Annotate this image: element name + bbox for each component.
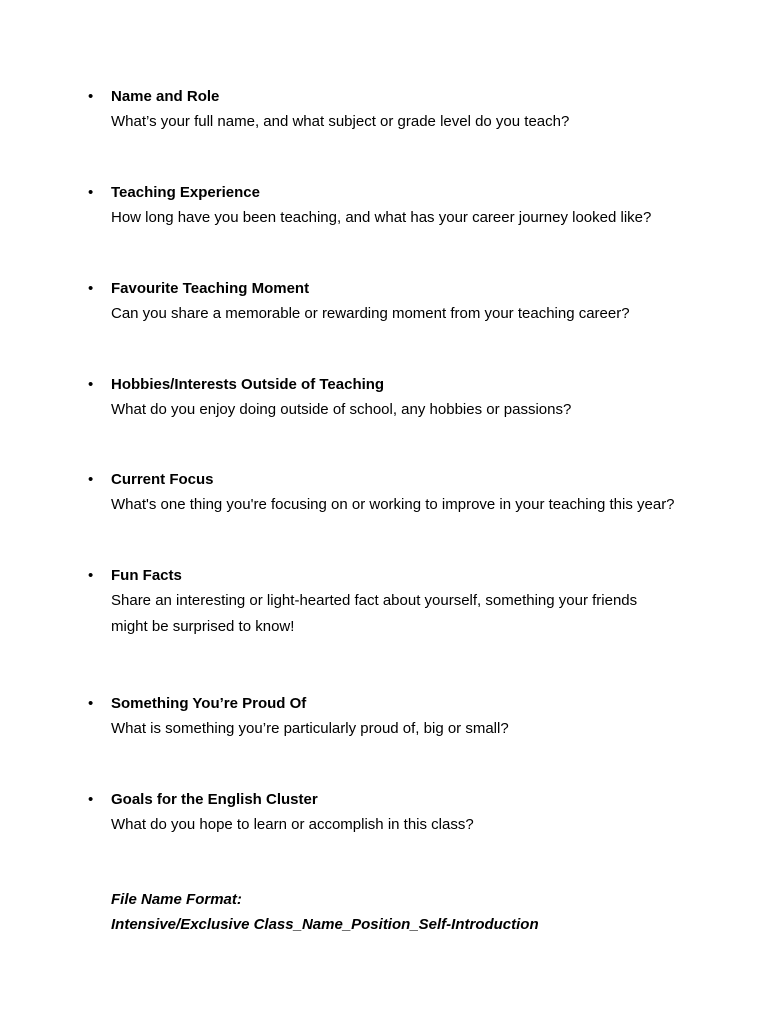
item-title: Teaching Experience <box>111 184 260 201</box>
item-title: Favourite Teaching Moment <box>111 280 310 297</box>
item-title: Something You’re Proud Of <box>111 695 307 712</box>
item-description: What's one thing you're focusing on or working to improve in your teaching this year? <box>111 496 675 513</box>
item-description: How long have you been teaching, and what has your career journey looked like? <box>111 209 652 226</box>
bullet-icon: • <box>88 88 94 105</box>
bullet-icon: • <box>88 567 94 584</box>
item-title: Hobbies/Interests Outside of Teaching <box>111 376 385 393</box>
item-description: What do you enjoy doing outside of school, any hobbies or passions? <box>111 401 572 418</box>
item-description: Can you share a memorable or rewarding moment from your teaching career? <box>111 305 630 322</box>
bullet-icon: • <box>88 184 94 201</box>
bullet-icon: • <box>88 695 94 712</box>
item-description: What is something you’re particularly proud of, big or small? <box>111 720 509 737</box>
bullet-icon: • <box>88 791 94 808</box>
item-title: Name and Role <box>111 88 220 105</box>
bullet-icon: • <box>88 280 94 297</box>
bullet-icon: • <box>88 471 94 488</box>
item-description: What’s your full name, and what subject or grade level do you teach? <box>111 113 570 130</box>
file-name-format-label: File Name Format: <box>111 891 242 908</box>
item-title: Goals for the English Cluster <box>111 791 318 808</box>
item-title: Fun Facts <box>111 567 182 584</box>
item-description: Share an interesting or light-hearted fact about yourself, something your friends might be surprised to know! <box>111 592 638 635</box>
file-name-format <box>111 887 539 937</box>
item-title: Current Focus <box>111 471 214 488</box>
bullet-icon: • <box>88 376 94 393</box>
item-description: What do you hope to learn or accomplish in this class? <box>111 816 474 833</box>
file-name-format-value: Intensive/Exclusive Class_Name_Position_Self-Introduction <box>111 916 539 933</box>
